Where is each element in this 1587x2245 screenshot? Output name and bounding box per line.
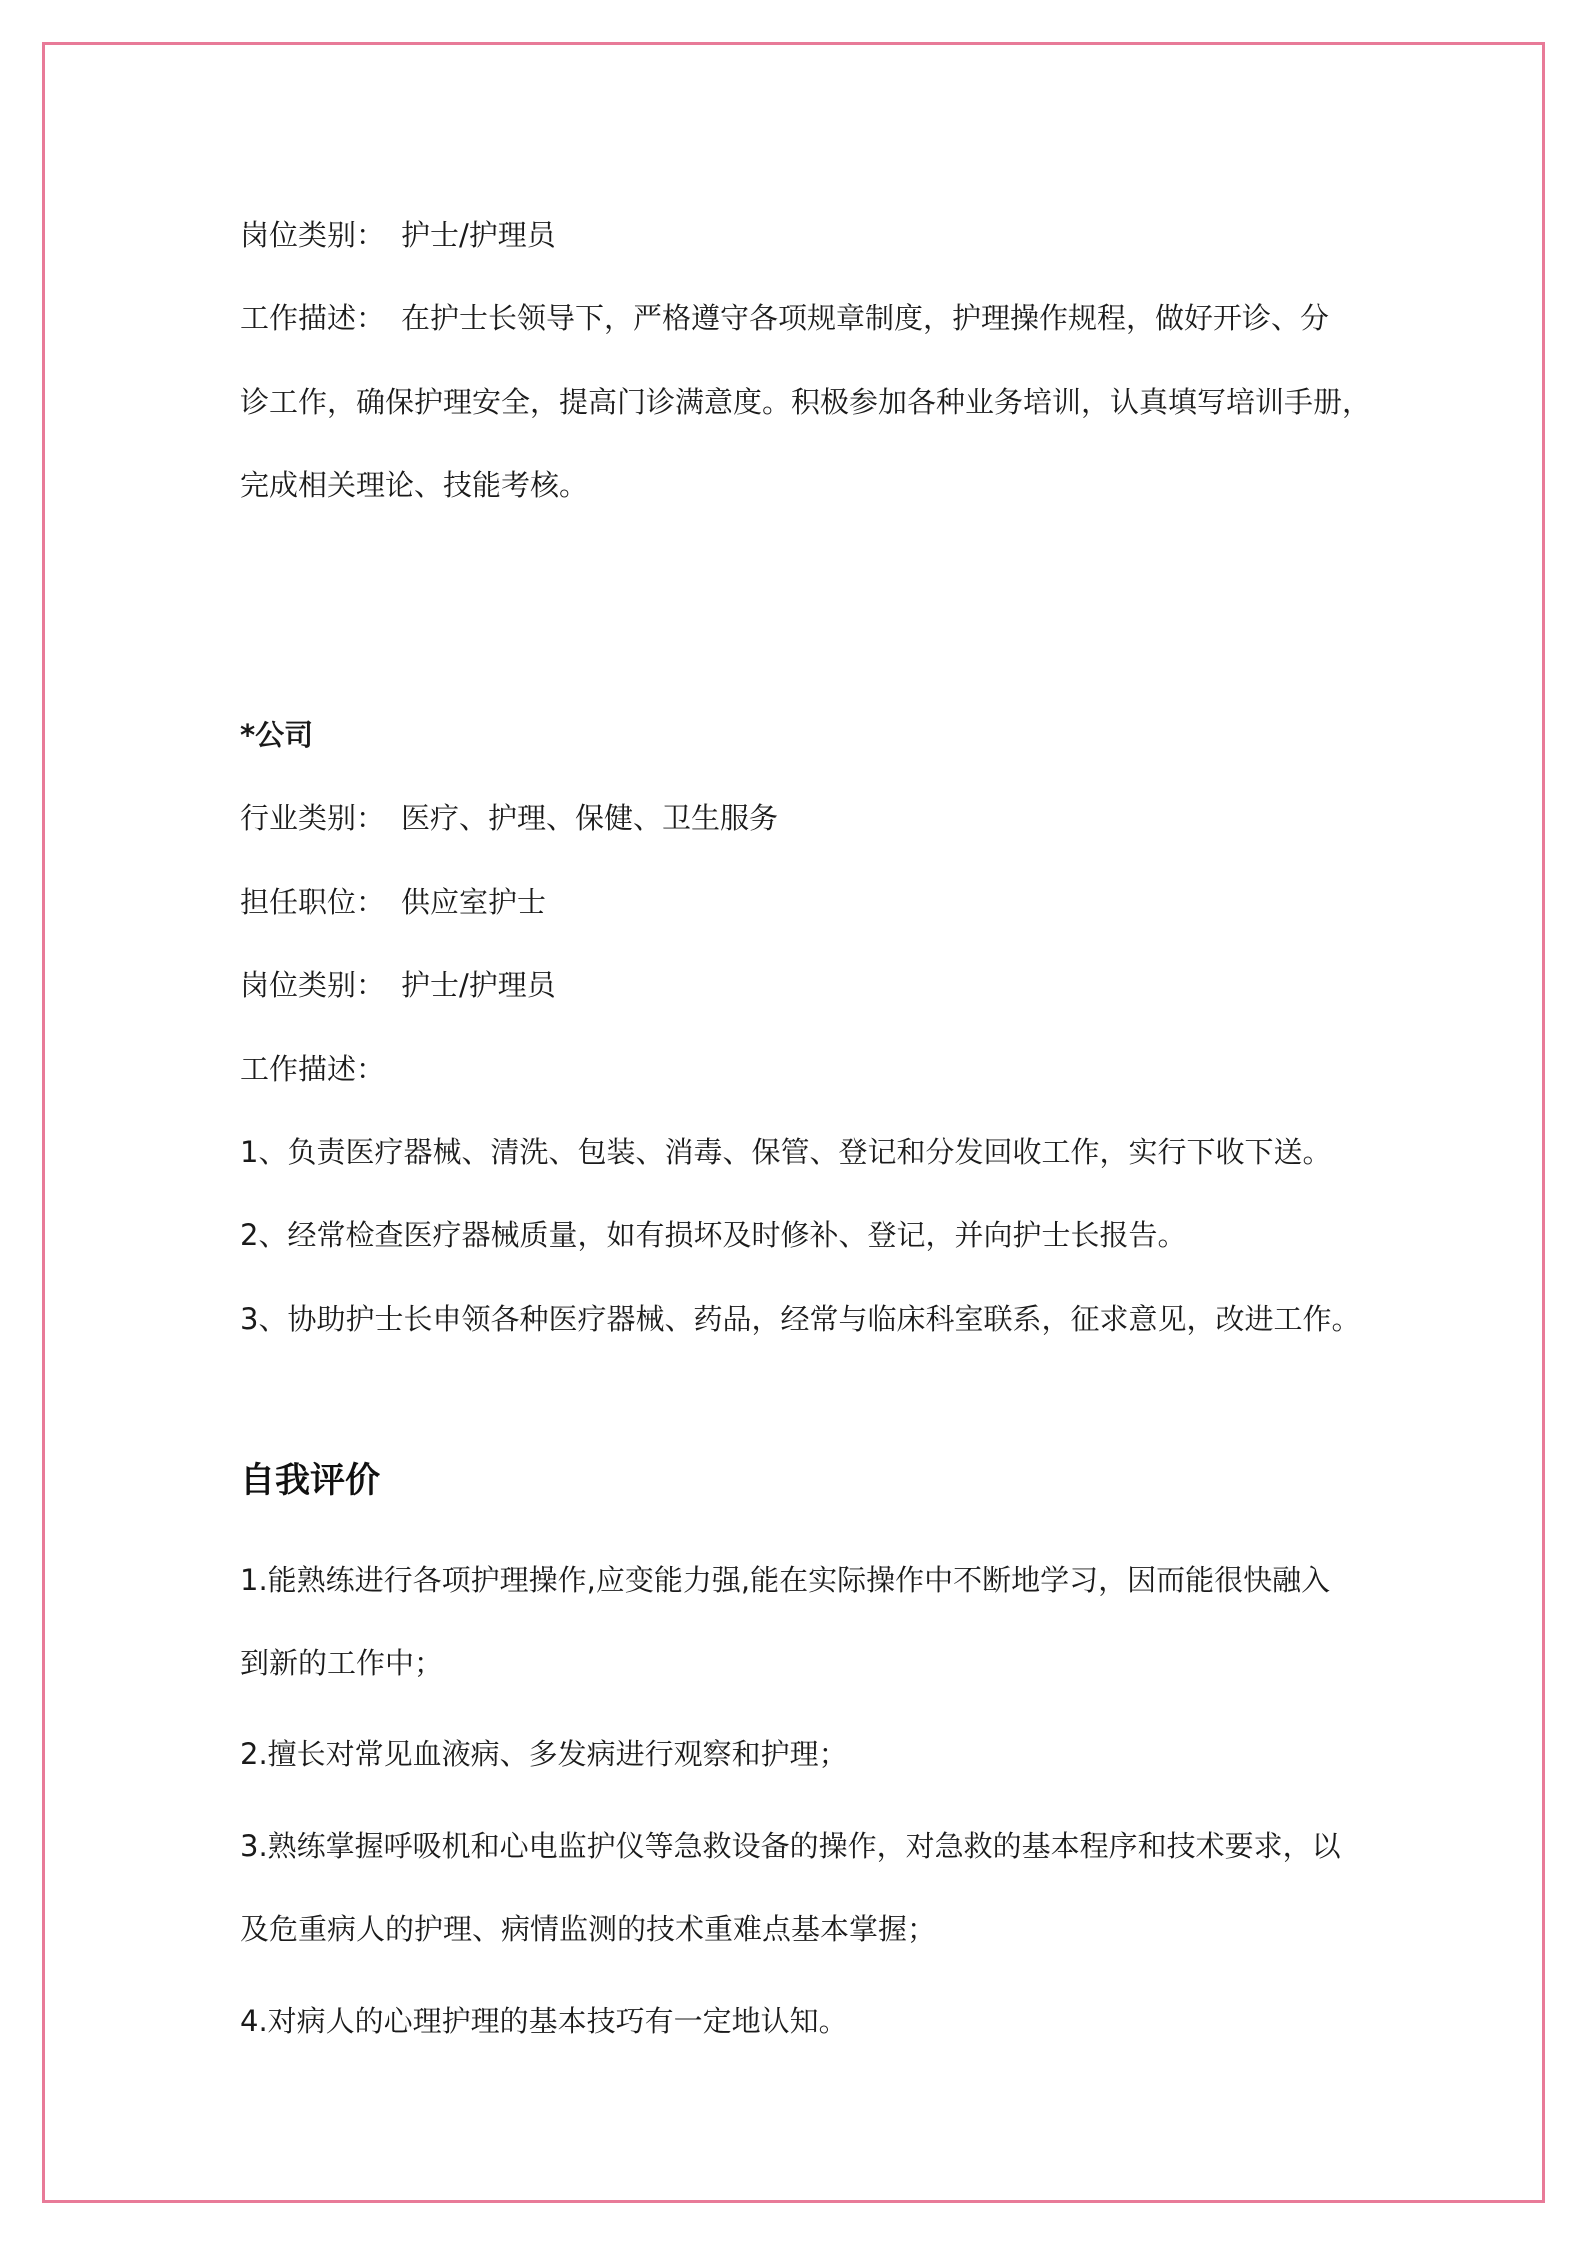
page-border bbox=[42, 42, 1545, 2203]
post-category-label: 岗位类别： bbox=[240, 218, 386, 252]
job2-description-label: 工作描述： bbox=[240, 1052, 386, 1086]
duty-item-3: 3、协助护士长申领各种医疗器械、药品，经常与临床科室联系，征求意见，改进工作。 bbox=[240, 1302, 1361, 1336]
job2-position bbox=[240, 882, 546, 922]
evaluation-item-1-line-1: 1.能熟练进行各项护理操作,应变能力强,能在实际操作中不断地学习，因而能很快融入 bbox=[240, 1563, 1331, 1597]
job1-description-line-3: 完成相关理论、技能考核。 bbox=[240, 468, 589, 502]
evaluation-item-3-line-1: 3.熟练掌握呼吸机和心电监护仪等急救设备的操作，对急救的基本程序和技术要求，以 bbox=[240, 1829, 1341, 1863]
post-category-value: 护士/护理员 bbox=[401, 968, 556, 1002]
job1-description-line-2: 诊工作，确保护理安全，提高门诊满意度。积极参加各种业务培训，认真填写培训手册， bbox=[240, 385, 1372, 419]
company-name: *公司 bbox=[240, 718, 314, 752]
job2-industry bbox=[240, 798, 778, 838]
post-category-value: 护士/护理员 bbox=[401, 218, 556, 252]
industry-label: 行业类别： bbox=[240, 801, 386, 835]
evaluation-item-2: 2.擅长对常见血液病、多发病进行观察和护理； bbox=[240, 1737, 848, 1771]
position-label: 担任职位： bbox=[240, 885, 386, 919]
evaluation-item-4: 4.对病人的心理护理的基本技巧有一定地认知。 bbox=[240, 2004, 848, 2038]
evaluation-item-3-line-2: 及危重病人的护理、病情监测的技术重难点基本掌握； bbox=[240, 1912, 937, 1946]
description-text: 在护士长领导下，严格遵守各项规章制度，护理操作规程，做好开诊、分 bbox=[401, 301, 1330, 335]
description-label: 工作描述： bbox=[240, 301, 386, 335]
job2-post-category bbox=[240, 965, 556, 1005]
section-title-self-evaluation: 自我评价 bbox=[240, 1461, 381, 1501]
position-value: 供应室护士 bbox=[401, 885, 547, 919]
job1-description-line bbox=[240, 298, 1329, 338]
evaluation-item-1-line-2: 到新的工作中； bbox=[240, 1646, 444, 1680]
duty-item-2: 2、经常检查医疗器械质量，如有损坏及时修补、登记，并向护士长报告。 bbox=[240, 1218, 1187, 1252]
duty-item-1: 1、负责医疗器械、清洗、包装、消毒、保管、登记和分发回收工作，实行下收下送。 bbox=[240, 1135, 1332, 1169]
post-category-label: 岗位类别： bbox=[240, 968, 386, 1002]
industry-value: 医疗、护理、保健、卫生服务 bbox=[401, 801, 779, 835]
job1-post-category bbox=[240, 215, 556, 255]
